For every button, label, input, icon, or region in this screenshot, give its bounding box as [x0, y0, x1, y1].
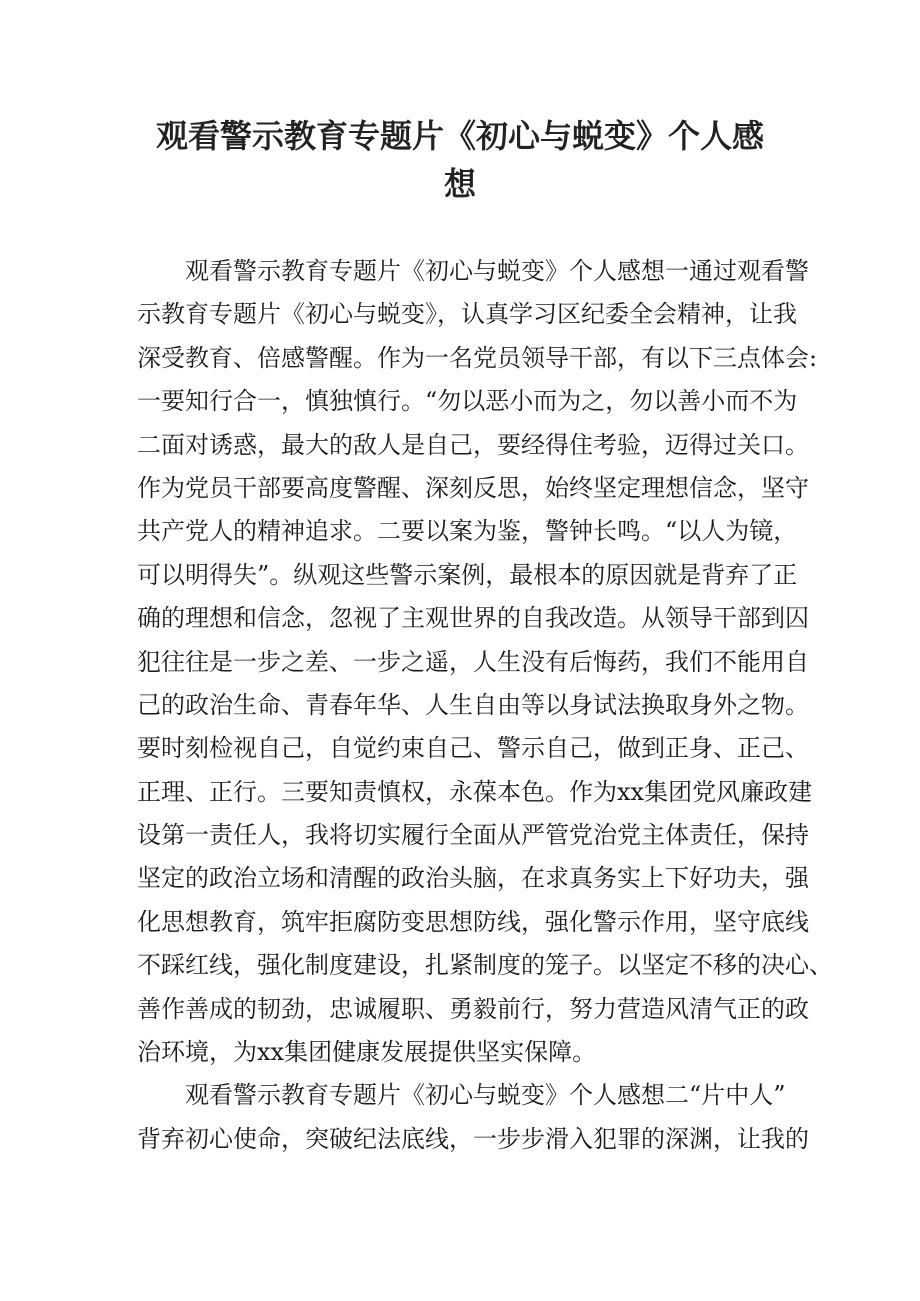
body-line: 示教育专题片《初心与蜕变》，认真学习区纪委全会精神，让我 — [137, 300, 797, 329]
body-line: 不踩红线，强化制度建设，扎紧制度的笼子。以坚定不移的决心、 — [137, 951, 833, 980]
paragraph-2-line-1: 观看警示教育专题片《初心与蜕变》个人感想二“片中人” — [185, 1081, 786, 1110]
body-line: 设第一责任人，我将切实履行全面从严管党治党主体责任，保持 — [137, 821, 809, 850]
body-line: 深受教育、倍感警醒。作为一名党员领导干部，有以下三点体会: — [137, 343, 818, 372]
body-line: 可以明得失”。纵观这些警示案例，最根本的原因就是背弃了正 — [137, 560, 798, 589]
body-line: 背弃初心使命，突破纪法底线，一步步滑入犯罪的深渊，让我的 — [137, 1124, 809, 1153]
body-line: 犯往往是一步之差、一步之遥，人生没有后悔药，我们不能用自 — [137, 647, 809, 676]
body-line: 坚定的政治立场和清醒的政治头脑，在求真务实上下好功夫，强 — [137, 864, 809, 893]
body-line: 己的政治生命、青春年华、人生自由等以身试法换取身外之物。 — [137, 690, 809, 719]
body-line: 治环境，为xx集团健康发展提供坚实保障。 — [137, 1038, 597, 1067]
body-line: 善作善成的韧劲，忠诚履职、勇毅前行，努力营造风清气正的政 — [137, 994, 809, 1023]
body-line: 化思想教育，筑牢拒腐防变思想防线，强化警示作用，坚守底线 — [137, 907, 809, 936]
body-line: 要时刻检视自己，自觉约束自己、警示自己，做到正身、正己、 — [137, 734, 809, 763]
body-line: 共产党人的精神追求。二要以案为鉴，警钟长鸣。“以人为镜， — [137, 517, 798, 546]
title-line-1: 观看警示教育专题片《初心与蜕变》个人感 — [155, 117, 764, 155]
body-line: 作为党员干部要高度警醒、深刻反思，始终坚定理想信念，坚守 — [137, 473, 809, 502]
document-title — [100, 112, 820, 208]
document-body — [137, 250, 833, 1161]
paragraph-1-line-1: 观看警示教育专题片《初心与蜕变》个人感想一通过观看警 — [185, 257, 809, 285]
body-line: 确的理想和信念，忽视了主观世界的自我改造。从领导干部到囚 — [137, 604, 809, 633]
body-line: 正理、正行。三要知责慎权，永葆本色。作为xx集团党风廉政建 — [137, 777, 813, 806]
title-line-2: 想 — [443, 165, 476, 203]
body-line: 一要知行合一，慎独慎行。“勿以恶小而为之，勿以善小而不为 — [137, 387, 798, 416]
body-line: 二面对诱惑，最大的敌人是自己，要经得住考验，迈得过关口。 — [137, 430, 809, 459]
